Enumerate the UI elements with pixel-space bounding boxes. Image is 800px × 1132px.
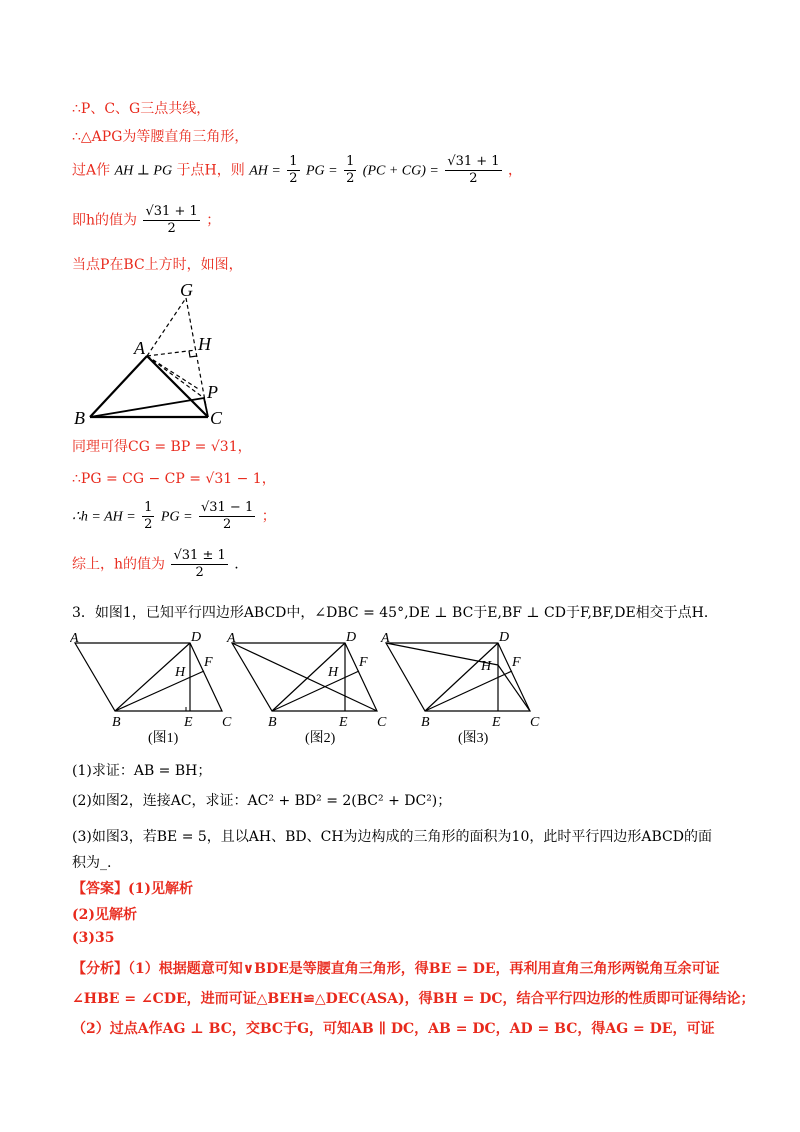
answer-1: (1)见解析 <box>128 881 193 897</box>
fig2-label-h: H <box>328 665 339 680</box>
answer-2: (2)见解析 <box>72 907 137 923</box>
fig2-caption: (图2) <box>305 731 336 746</box>
question-2: (2)如图2，连接AC，求证：AC² + BD² = 2(BC² + DC²)； <box>72 793 452 809</box>
solution-line-8 <box>72 500 276 533</box>
triangle-figure-top <box>72 278 252 426</box>
fig1-label-e: E <box>184 715 193 730</box>
fraction-sqrt31-plus-1: $\frac{√31 + 1}{2}$ <box>145 204 198 236</box>
figure-1 <box>70 630 232 746</box>
solution-line-1: ∴P、C、G三点共线， <box>72 101 211 117</box>
analysis-line-2: ∠HBE = ∠CDE，进而可证△BEH≌△DEC(ASA)，得BH = DC，结合平行四边形的性质即可证得结论； <box>72 991 755 1007</box>
text: ； <box>261 508 276 525</box>
analysis-text: （1）根据题意可知∨BDE是等腰直角三角形，得BE = DE，再利用直角三角形两锐角互余可证 <box>128 961 720 977</box>
math: PG = <box>306 163 338 179</box>
math: PG = <box>160 509 193 525</box>
text: ， <box>508 162 523 179</box>
figure-2 <box>226 630 387 746</box>
fraction-sqrt31-plus-1: $\frac{√31 + 1}{2}$ <box>447 154 500 186</box>
fig3-label-c: C <box>530 715 540 730</box>
fig1-label-f: F <box>204 655 213 670</box>
fig3-label-e: E <box>492 715 501 730</box>
question-1: (1)求证：AB = BH； <box>72 763 212 779</box>
fig1-caption: (图1) <box>148 731 179 746</box>
fig3-label-b: B <box>421 715 430 730</box>
fig3-label-a: A <box>381 631 390 646</box>
solution-line-5: 当点P在BC上方时，如图， <box>72 257 243 273</box>
math: AH = <box>249 163 281 179</box>
label-a: A <box>134 338 145 358</box>
problem-3-figures <box>70 628 540 746</box>
fig3-label-f: F <box>512 655 521 670</box>
fig1-label-b: B <box>112 715 121 730</box>
fig3-caption: (图3) <box>458 731 489 746</box>
text: 综上，h的值为 <box>72 556 166 573</box>
solution-line-4 <box>72 204 220 237</box>
answer-3: (3)35 <box>72 930 115 946</box>
solution-line-6: 同理可得CG = BP = √31， <box>72 439 252 455</box>
analysis-label: 【分析】 <box>72 961 128 977</box>
fraction-sqrt31-minus-1: $\frac{√31 - 1}{2}$ <box>200 500 254 532</box>
fig2-label-f: F <box>359 655 368 670</box>
fig2-label-c: C <box>377 715 387 730</box>
fraction-sqrt31-pm-1: $\frac{√31 \pm 1}{2}$ <box>173 548 226 580</box>
label-c: C <box>210 408 223 426</box>
fraction-half: $\frac{1}{2}$ <box>346 154 355 186</box>
fig1-label-h: H <box>175 665 186 680</box>
math: ∴h = AH = <box>72 509 136 525</box>
solution-line-2: ∴△APG为等腰直角三角形， <box>72 129 249 145</box>
label-h: H <box>198 334 211 354</box>
fraction-half: $\frac{1}{2}$ <box>144 500 153 532</box>
text: 过A作 <box>72 162 111 179</box>
fig3-label-h: H <box>481 659 492 674</box>
solution-line-9 <box>72 548 239 581</box>
question-3-cont: 积为_. <box>72 855 112 871</box>
analysis-line-3: （2）过点A作AG ⊥ BC，交BC于G，可知AB ∥ DC，AB = DC，AD = BC，得AG = DE，可证 <box>72 1021 715 1037</box>
text: . <box>234 556 239 573</box>
fig1-label-d: D <box>191 630 202 645</box>
label-b: B <box>74 408 85 426</box>
answer-line <box>72 878 193 898</box>
fig2-label-d: D <box>346 630 357 645</box>
analysis-line-1 <box>72 958 720 978</box>
fig1-label-c: C <box>222 715 232 730</box>
solution-line-7: ∴PG = CG − CP = √31 − 1， <box>72 471 276 487</box>
label-p: P <box>207 382 218 402</box>
text: 于点H，则 <box>176 162 245 179</box>
math: (PC + CG) = <box>362 163 439 179</box>
fig1-label-a: A <box>70 631 79 646</box>
solution-line-3 <box>72 154 522 187</box>
label-g: G <box>180 280 193 300</box>
math-ah-perp-pg: AH ⊥ PG <box>114 163 173 179</box>
fig2-label-e: E <box>339 715 348 730</box>
problem-3-stem: 3．如图1，已知平行四边形ABCD中，∠DBC = 45°,DE ⊥ BC于E,BF ⊥ CD于F,BF,DE相交于点H． <box>72 605 718 621</box>
figure-3 <box>380 630 540 746</box>
text: ； <box>206 212 221 229</box>
question-3: (3)如图3，若BE = 5，且以AH、BD、CH为边构成的三角形的面积为10，此时平行四边形ABCD的面 <box>72 829 712 845</box>
fig2-label-a: A <box>227 631 236 646</box>
text: 即h的值为 <box>72 212 138 229</box>
fig2-label-b: B <box>268 715 277 730</box>
fraction-half: $\frac{1}{2}$ <box>289 154 298 186</box>
answer-label: 【答案】 <box>72 881 128 897</box>
fig3-label-d: D <box>499 630 510 645</box>
